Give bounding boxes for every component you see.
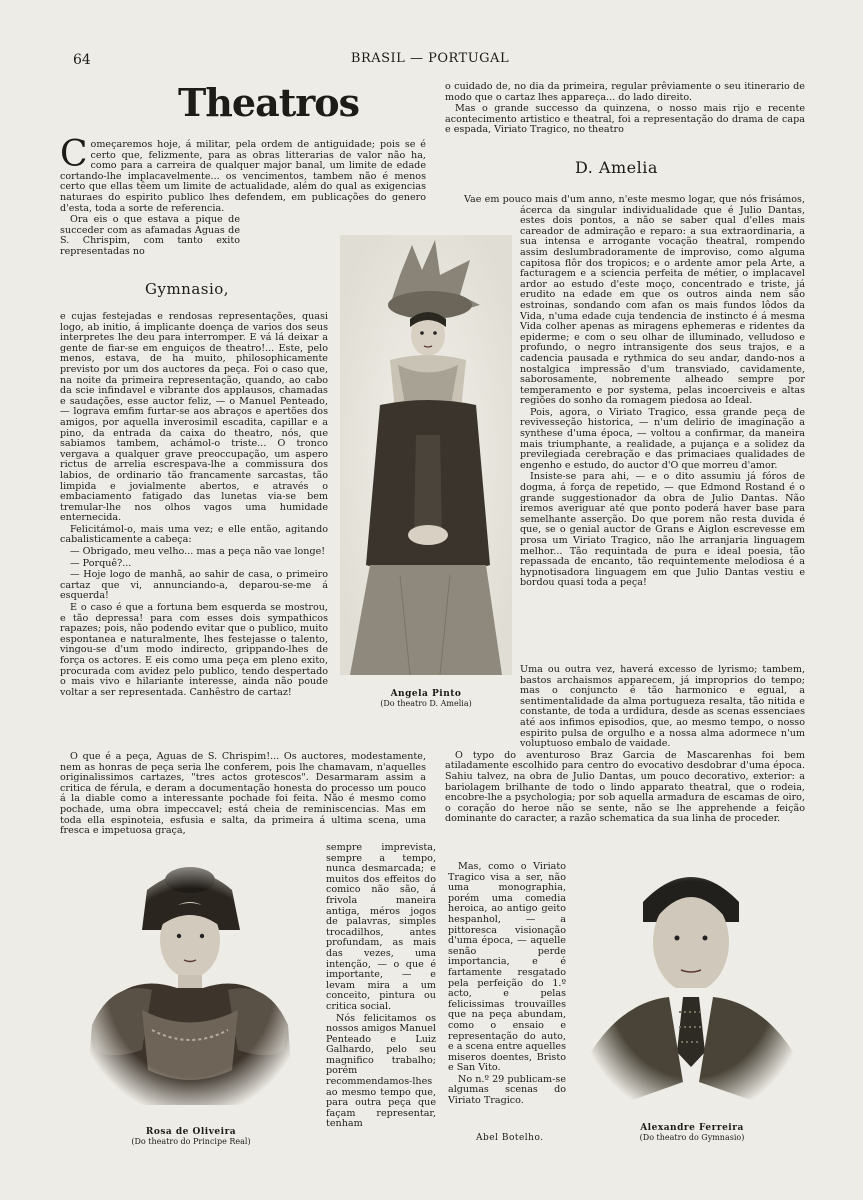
section-heading-gymnasio: Gymnasio, xyxy=(145,280,230,298)
caption-source: (Do theatro do Gymnasio) xyxy=(639,1133,745,1142)
paragraph: Uma ou outra vez, haverá excesso de lyrismo; tambem, bastos archaismos apparecem, já improprios do tempo; mas o conjuncto é tão harmonico e egual, a sentimentalidade da alma portugueza resalta, tão nitida e constante, de toda a urdidura, desde as scenas essenciaes até aos infimos episodios, que, ao mesmo tempo, o nosso espirito pulsa de orgulho e a nossa alma adormece n'um voluptuoso embalo de vaidade. xyxy=(520,664,805,750)
paragraph: o cuidado de, no dia da primeira, regular prêviamente o seu itinerario de modo que o cartaz lhes appareça... do lado direito. xyxy=(445,81,805,103)
running-head: BRASIL — PORTUGAL xyxy=(350,51,510,66)
col2-wide xyxy=(445,665,805,826)
col2-narrow xyxy=(448,862,566,1108)
paragraph: Mas o grande successo da quinzena, o nosso mais rijo e recente acontecimento artistico e theatral, foi a representação do drama de capa e espada, Viriato Tragico, no theatro xyxy=(445,103,805,136)
caption-name: Rosa de Oliveira xyxy=(145,1127,237,1137)
col1-body xyxy=(60,312,328,699)
paragraph: Mas, como o Viriato Tragico visa a ser, não uma monographia, porém uma comedia heroica, ao antigo geito hespanhol, — a pittoresca visionação d'uma época, — aquelle senão perde importancia, e é fartamente resgatado pela perfeição do 1.º acto, e pelas felicissimas trouvailles que na peça abundam, como o ensaio e representação do auto, e a scena entre aquelles miseros doentes, Bristo e San Vito. xyxy=(448,861,566,1074)
paragraph: Vae em pouco mais d'um anno, n'este mesmo logar, que nós frisámos, ácerca da singular individualidade que é Julio Dantas, estes dois pontos, a não se saber qual d'elles mais careador de admiração e reparo: a sua extraordinaria, a sua intensa e arrogante vocação theatral, rompendo assim deslumbradoramente de improviso, como alguma capitosa flôr dos tropicos; e o ardente amor pela Arte, a facturagem e a sciencia perfeita de métier, o implacavel ardor ao estudo d'este moço, concentrado e triste, já erudito na edade em que os outros ainda nem são estroinas, sondando com afan os mais fundos lôdos da Vida, n'uma edade cuja tendencia de instincto é á mesma Vida colher apenas as miragens ephemeras e ridentes da epiderme; e com o seu olhar de illuminado, velludoso e profundo, o negro intransigente dos seus trajos, e a cadencia pausada e rythmica do seu andar, dando-nos a nostalgica impressão d'um transviado, cavidamente, saborosamente, nobremente alheado sempre por temperamento e por systema, pelas incoerciveis e altas regiões do sonho da romagem piedosa ao Ideal. xyxy=(464,194,805,407)
article-title: Theatros xyxy=(178,80,360,125)
caption-name: Alexandre Ferreira xyxy=(640,1123,744,1133)
paragraph: No n.º 29 publicam-se algumas scenas do Viriato Tragico. xyxy=(448,1073,566,1107)
portrait-angela-pinto xyxy=(340,235,512,708)
intro-paragraph-2: Ora eis o que estava a pique de succeder com as afamadas Aguas de S. Chrispim, com tanto exito representadas no xyxy=(60,214,240,257)
paragraph: O que é a peça, Aguas de S. Chrispim!... Os auctores, modestamente, nem as honras de peça seria lhe conferem, pois lhe chamavam, n'aquelles originalissimos cartazes, "tres actos grotescos". Desarmaram assim a critica de férula, e deram a documentação honesta do processo um pouco á la diable como a interessante pochade foi feita. Não é mesmo como pochade, uma obra impeccavel; está cheia de reminiscencias. Mas em toda ella espinoteia, esfusia e salta, da primeira á ultima scena, uma fresca e impetuosa graça, xyxy=(60,751,426,837)
intro-paragraph-1: omeçaremos hoje, á militar, pela ordem de antiguidade; pois se é certo que, felizmente, para as obras litterarias de valor não ha, como para a carreira de qualquer major banal, um limite de edade cortando-lhe implacavelmente... os vencimentos, tambem não é menos certo que ellas têem um limite de actualidade, além do qual as exigencias naturaes do espirito publico lhes defendem, em publicações do genero d'esta, toda a sorte de referencia. xyxy=(60,139,426,214)
author-signature: Abel Botelho. xyxy=(476,1133,544,1143)
paragraph: Insiste-se para ahi, — e o dito assumiu já fóros de dogma, á força de repetido, — que Edmond Rostand é o grande suggestionador da obra de Julio Dantas. Não iremos averiguar até que ponto poderá haver base para semelhante asserção. Do que porem não resta duvida é que, se o genial auctor de Grans e Aiglon escrevesse em prosa um Viriato Tragico, não lhe arranjaria linguagem melhor... Tão requintada de pura e ideal poesia, tão repassada de encanto, tão requintemente melodiosa é a hypnotisadora linguagem em que Julio Dantas vestiu e bordou quasi toda a peça! xyxy=(520,471,805,589)
paragraph: Pois, agora, o Viriato Tragico, essa grande peça de revivesseção historica, — n'um delirio de imaginação a synthese d'uma época, — voltou a confirmar, da maneira mais triumphante, a realidade, a pujança e a solidez da previlegiada cerebração e das primaciaes qualidades de engenho e estudo, do auctor d'O que morreu d'amor. xyxy=(520,406,805,471)
portrait-image xyxy=(340,235,512,675)
col2-top xyxy=(445,82,805,137)
col1-wide xyxy=(60,752,426,838)
section-heading-d-amelia: D. Amelia xyxy=(575,158,658,177)
col-mid xyxy=(326,843,436,1131)
portrait-rosa-de-oliveira xyxy=(82,860,300,1150)
dialogue-line: — Hoje logo de manhã, ao sahir de casa, o primeiro cartaz que vi, annunciando-a, deparou-se-me á esquerda! xyxy=(60,569,328,602)
dialogue-line: — Obrigado, meu velho... mas a peça não vae longe! xyxy=(70,546,326,558)
portrait-image xyxy=(82,860,300,1105)
paragraph: sempre imprevista, sempre a tempo, nunca desmarcada; e muitos dos effeitos do comico não são, á frivola maneira antiga, méros jogos de palavras, simples trocadilhos, antes profundam, as mais das vezes, uma intenção, — o que é importante, — e levam mira a um conceito, pintura ou critica social. xyxy=(326,842,436,1012)
portrait-image xyxy=(583,852,801,1107)
paragraph: Nós felicitamos os nossos amigos Manuel Penteado e Luiz Galhardo, pelo seu magnifico trabalho; porém recommendamos-lhes ao mesmo tempo que, para outra peça que façam representar, tenham xyxy=(326,1012,436,1130)
caption-name: Angela Pinto xyxy=(390,689,462,699)
portrait-alexandre-ferreira xyxy=(583,852,801,1152)
paragraph: e cujas festejadas e rendosas representações, quasi logo, ab initio, á implicante doença de varios dos seus interpretes lhe deu para interromper. E vá lá deixar a gente de fiar-se em enguiços de theatro!... Este, pelo menos, estava, de ha muito, philosophicamente previsto por um dos auctores da peça. Foi o caso que, na noite da primeira representação, quando, ao cabo da scie infindavel e vibrante dos applausos, chamadas e saudações, esse auctor feliz, — o Manuel Penteado, — lograva emfim furtar-se aos abraços e apertões dos amigos, por aquella inverosimil escadita, capillar e a pino, da entrada da caixa do theatro, nós, que sabiamos tambem, achámol-o triste... O tronco vergava a qualquer grave preoccupação, um aspero rictus de arrelia escrespava-lhe a commissura dos labios, de ordinario tão francamente sarcastas, tão limpida e jovialmente abertos, e através o embaciamento fatigado das lunetas via-se bem tremular-lhe nos olhos vagos uma humidade enternecida. xyxy=(60,311,328,524)
caption-source: (Do theatro D. Amelia) xyxy=(380,699,472,708)
drop-cap: C xyxy=(60,134,88,175)
paragraph: O typo do aventuroso Braz Garcia de Mascarenhas foi bem atiladamente escolhido para centro do evocativo desdobrar d'uma época. Sahiu talvez, na obra de Julio Dantas, um pouco decorativo, exterior: a bariolagem brilhante de todo o lindo apparato theatral, que o rodeia, encobre-lhe a psychologia; por sob aquella armadura de escamas de oiro, o coração do heroe não se sente, não se lhe apprehende a feição dominante do caracter, a razão schematica da sua linha de proceder. xyxy=(445,749,805,825)
caption-source: (Do theatro do Principe Real) xyxy=(131,1137,251,1146)
paragraph: E o caso é que a fortuna bem esquerda se mostrou, e tão depressa! para com esses dois sympathicos rapazes; pois, não podendo evitar que o publico, muito espontanea e naturalmente, lhes festejasse o talento, vingou-se d'um modo indirecto, grippando-lhes de força os actores. E eis como uma peça em pleno exito, procurada com avidez pelo publico, tendo despertado o mais vivo e hilariante interesse, ainda não poude voltar a ser representada. Canhêstro de cartaz! xyxy=(60,602,328,698)
col2-body xyxy=(464,194,805,590)
page-number: 64 xyxy=(73,52,91,68)
paragraph: Felicitámol-o, mais uma vez; e elle então, agitando cabalisticamente a cabeça: xyxy=(60,523,328,546)
dialogue-line: — Porquê?... xyxy=(70,557,132,569)
